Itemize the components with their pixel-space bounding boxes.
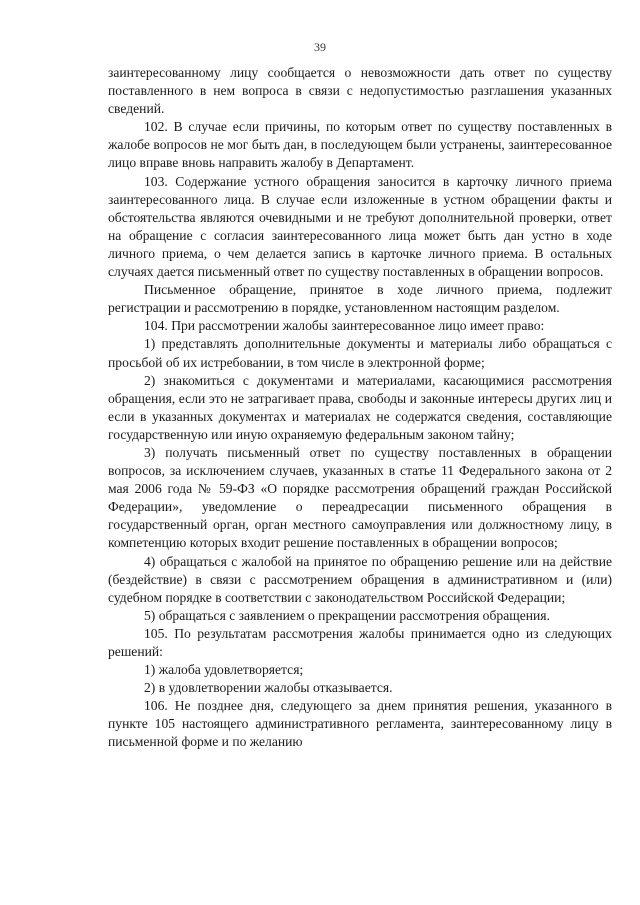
list-item-105-2: 2) в удовлетворении жалобы отказывается. <box>144 680 393 696</box>
paragraph-103: 103. Содержание устного обращения заносится в карточку личного приема заинтересованного лица. В случае если изложенные в устном обращении факты и обстоятельства являются очевидными и не требуют дополнительной проверки, ответ на обращение с согласия заинтересованного лица может быть дан устно в ходе личного приема, о чем делается запись в карточке личного приема. В остальных случаях дается письменный ответ по существу поставленных в обращении вопросов. <box>108 173 612 280</box>
paragraph-106: 106. Не позднее дня, следующего за днем принятия решения, указанного в пункте 105 настоящего административного регламента, заинтересованному лицу в письменной форме и по желанию <box>108 698 612 750</box>
paragraph-written-appeal: Письменное обращение, принятое в ходе личного приема, подлежит регистрации и рассмотрению в порядке, установленном настоящим разделом. <box>108 282 612 316</box>
paragraph-102: 102. В случае если причины, по которым ответ по существу поставленных в жалобе вопросов не мог быть дан, в последующем были устранены, заинтересованное лицо вправе вновь направить жалобу в Департамент. <box>108 119 612 171</box>
list-item-105-1: 1) жалоба удовлетворяется; <box>144 662 304 678</box>
paragraph-105: 105. По результатам рассмотрения жалобы принимается одно из следующих решений: <box>108 625 612 659</box>
list-item-104-3: 3) получать письменный ответ по существу поставленных в обращении вопросов, за исключением случаев, указанных в статье 11 Федерального закона от 2 мая 2006 года № 59-ФЗ «О порядке рассмотрения обращений граждан Российской Федерации», уведомление о переадресации письменного обращения в государственный орган, орган местного самоуправления или должностному лицу, в компетенцию которых входит решение поставленных в обращении вопросов; <box>108 444 612 551</box>
paragraph-continuation: заинтересованному лицу сообщается о невозможности дать ответ по существу поставленного в нем вопроса в связи с недопустимостью разглашения указанных сведений. <box>108 65 612 117</box>
document-body <box>108 64 612 752</box>
list-item-104-2: 2) знакомиться с документами и материалами, касающимися рассмотрения обращения, если это не затрагивает права, свободы и законные интересы других лиц и если в указанных документах и материалах не содержатся сведения, составляющие государственную или иную охраняемую федеральным законом тайну; <box>108 372 612 442</box>
list-item-104-4: 4) обращаться с жалобой на принятое по обращению решение или на действие (бездействие) в связи с рассмотрением обращения в административном и (или) судебном порядке в соответствии с законодательством Российской Федерации; <box>108 553 612 605</box>
list-item-104-1: 1) представлять дополнительные документы и материалы либо обращаться с просьбой об их истребовании, в том числе в электронной форме; <box>108 336 612 370</box>
page-number: 39 <box>314 40 326 54</box>
paragraph-104: 104. При рассмотрении жалобы заинтересованное лицо имеет право: <box>144 318 545 334</box>
list-item-104-5: 5) обращаться с заявлением о прекращении рассмотрения обращения. <box>144 607 550 623</box>
